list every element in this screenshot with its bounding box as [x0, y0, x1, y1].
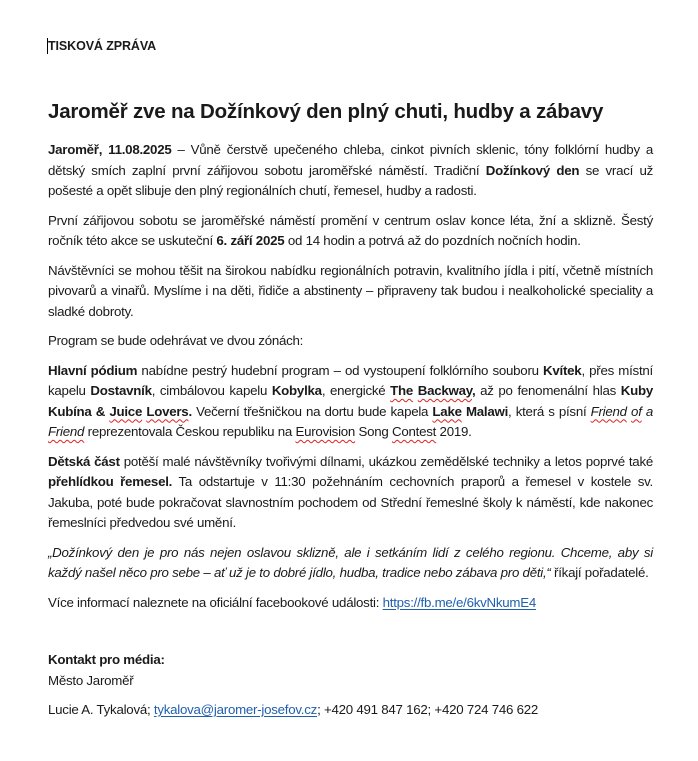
event-date: 6. září 2025: [216, 233, 285, 248]
main-stage-text: nabídne pestrý hudební program – od vystoupení folklórního souboru: [137, 362, 544, 378]
main-stage-text: Song: [355, 424, 393, 439]
contact-phones: ; +420 491 847 162; +420 724 746 622: [317, 702, 539, 717]
contact-email-link[interactable]: tykalova@jaromer-josefov.cz: [153, 702, 318, 717]
song-title-word: Friend: [590, 403, 627, 419]
main-stage-text: až po fenomenální hlas: [475, 383, 621, 398]
facebook-event-link[interactable]: https://fb.me/e/6kvNkumE4: [382, 594, 537, 610]
band-juice-lovers-word: Juice: [109, 403, 143, 419]
band-kobylka: Kobylka: [271, 383, 322, 398]
date-text: První zářijovou sobotu se jaroměřské náměstí promění v centrum oslav konce léta, žní a sklizně. Šestý ročník této akce se uskuteční: [48, 212, 653, 248]
band-kvitek: Kvítek: [543, 362, 582, 378]
kids-zone-label: Dětská část: [48, 453, 120, 469]
song-title-word: Friend: [48, 424, 85, 439]
main-stage-text: , cimbálovou kapelu: [151, 383, 272, 398]
paragraph-kids-zone: [48, 452, 653, 534]
main-stage-text: Večerní třešničkou na dortu bude kapela: [191, 403, 433, 419]
main-stage-text: , která s písní: [508, 403, 591, 419]
press-release-label-text: TISKOVÁ ZPRÁVA: [48, 39, 157, 53]
event-name: Dožínkový den: [485, 162, 580, 178]
intro-text: – Vůně čerstvě upečeného chleba, cinkot pivních sklenic, tóny folklórní hudby a dětský smích zaplní první zářijovou sobotu jaroměřské náměstí. Tradiční: [48, 142, 653, 178]
intro-text-end: se vrací už pošesté a opět slibuje den plný regionálních chutí, řemesel, hudby a radosti.: [48, 162, 653, 198]
contact-heading: [48, 650, 653, 671]
punctuation: .: [188, 403, 192, 419]
band-the-backway-word: Backway: [417, 383, 472, 398]
paragraph-date: [48, 211, 653, 252]
main-stage-text: , přes místní kapelu: [48, 362, 653, 398]
band-juice-lovers-word: Lovers: [146, 403, 189, 419]
band-lake-malawi-word: Lake: [432, 403, 462, 419]
paragraph-food: Návštěvníci se mohou těšit na širokou nabídku regionálních potravin, kvalitního jídla i pití, včetně místních pivovarů a vinařů. Myslíme i na děti, řidiče a abstinenty – připraveny tak budou i nealkoholické speciality a sladké dobroty.: [48, 262, 653, 319]
song-title-word: of: [631, 403, 642, 419]
main-stage-text: 2019.: [436, 424, 472, 439]
contact-details: [48, 700, 653, 721]
crafts-parade-label: přehlídkou řemesel.: [48, 474, 173, 489]
quote-attribution: říkají pořadatelé.: [550, 565, 649, 580]
document-body: [48, 140, 653, 730]
paragraph-quote: [48, 543, 653, 584]
contact-name: Lucie A. Tykalová;: [48, 702, 154, 717]
contest-word: Contest: [392, 424, 437, 439]
main-stage-text: reprezentovala Českou republiku na: [84, 424, 296, 439]
paragraph-more-info: [48, 593, 653, 614]
band-kuby-kubina: Kuby Kubína &: [48, 383, 653, 419]
kids-zone-text: potěší malé návštěvníky tvořivými dílnami, ukázkou zemědělské techniky a letos poprvé také: [119, 453, 653, 469]
main-stage-label: Hlavní pódium: [48, 362, 138, 378]
punctuation: ,: [471, 383, 476, 398]
eurovision-word: Eurovision: [295, 424, 356, 439]
document-title: Jaroměř zve na Dožínkový den plný chuti, hudby a zábavy: [48, 100, 604, 123]
paragraph-zones-intro: Program se bude odehrávat ve dvou zónách:: [48, 333, 304, 348]
spacer: [48, 622, 653, 650]
main-stage-text: , energické: [321, 383, 391, 398]
date-text-end: od 14 hodin a potrvá až do pozdních nočních hodin.: [284, 233, 581, 248]
text-cursor: [47, 38, 48, 54]
more-info-text: Více informací naleznete na oficiální facebookové události:: [48, 594, 383, 610]
paragraph-main-stage: [48, 361, 653, 443]
dateline: Jaroměř, 11.08.2025: [48, 142, 172, 157]
contact-heading-text: Kontakt pro média:: [48, 652, 165, 667]
press-release-label[interactable]: [48, 39, 156, 53]
paragraph-intro: [48, 140, 653, 202]
band-dostavnik: Dostavník: [90, 383, 152, 398]
kids-zone-text: Ta odstartuje v 11:30 požehnáním cechovních praporů a řemesel v kostele sv. Jakuba, poté bude pokračovat slavnostním pochodem od Střední řemeslné školy k náměstí, kde nakonec řemeslníci předvedou své umění.: [48, 474, 653, 530]
band-the-backway-word: The: [390, 383, 414, 398]
contact-organization: Město Jaroměř: [48, 672, 134, 688]
song-title-word: a: [641, 403, 653, 419]
band-lake-malawi-word: Malawi: [461, 403, 509, 419]
organizer-quote: „Dožínkový den je pro nás nejen oslavou sklizně, ale i setkáním lidí z celého regionu. Chceme, aby si každý našel něco pro sebe – ať už je to dobré jídlo, hudba, tradice nebo zábava pro děti,“: [48, 544, 653, 580]
